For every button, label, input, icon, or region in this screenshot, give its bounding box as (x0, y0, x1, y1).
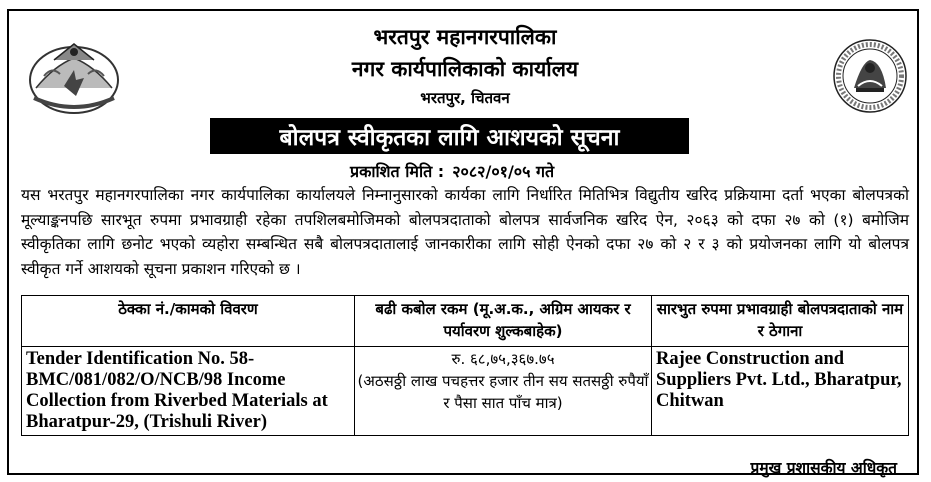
header-amount: बढी कबोल रकम (मू.अ.क., अग्रिम आयकर र पर्यावरण शुल्कबाहेक) (355, 296, 652, 347)
table-header-row (22, 296, 909, 347)
table-row (22, 347, 909, 436)
tender-table (21, 295, 909, 436)
header-bidder: सारभुत रुपमा प्रभावग्राही बोलपत्रदाताको नाम र ठेगाना (652, 296, 909, 347)
publish-date-label: प्रकाशित मिति : (350, 162, 445, 181)
publish-date-value: २०८२/०१/०५ गते (452, 162, 555, 181)
notice-body: यस भरतपुर महानगरपालिका नगर कार्यपालिका कार्यालयले निम्नानुसारको कार्यका लागि निर्धारित मितिभित्र विद्युतीय खरिद प्रक्रियामा दर्ता भएका बोलपत्रको मूल्याङ्कनपछि सारभूत रुपमा प्रभावग्राही रहेका तपशिलबमोजिमको बोलपत्रदाताको बोलपत्र सार्वजनिक खरिद ऐन, २०६३ को दफा २७ को (१) बमोजिम स्वीकृतिका लागि छनोट भएको व्यहोरा सम्बन्धित सबै बोलपत्रदातालाई जानकारीका लागि सोही ऐनको दफा २७ को २ र ३ को प्रयोजनका लागि यो बोलपत्र स्वीकृत गर्ने आशयको सूचना प्रकाशन गरिएको छ । (21, 186, 909, 278)
bid-amount-cell (355, 347, 652, 436)
header-description: ठेक्का नं./कामको विवरण (22, 296, 355, 347)
notice-title: बोलपत्र स्वीकृतका लागि आशयको सूचना (210, 118, 689, 154)
office-name: नगर कार्यपालिकाको कार्यालय (351, 57, 579, 81)
publish-date (350, 160, 562, 182)
municipality-name: भरतपुर महानगरपालिका (373, 25, 557, 49)
tender-description: Tender Identification No. 58-BMC/081/082/O/NCB/98 Income Collection from Riverbed Materials at Bharatpur-29, (Trishuli River) (22, 347, 355, 436)
bid-amount: रु. ६८,७५,३६७.७५ (451, 350, 555, 368)
bidder-name-address: Rajee Construction and Suppliers Pvt. Ltd., Bharatpur, Chitwan (652, 347, 909, 436)
bid-amount-words: (अठसठ्ठी लाख पचहत्तर हजार तीन सय सतसठ्ठी रुपैयाँ र पैसा सात पाँच मात्र) (357, 372, 649, 412)
notice-frame (7, 9, 919, 475)
signatory-title: प्रमुख प्रशासकीय अधिकृत (750, 459, 897, 477)
office-address: भरतपुर, चितवन (420, 89, 510, 107)
